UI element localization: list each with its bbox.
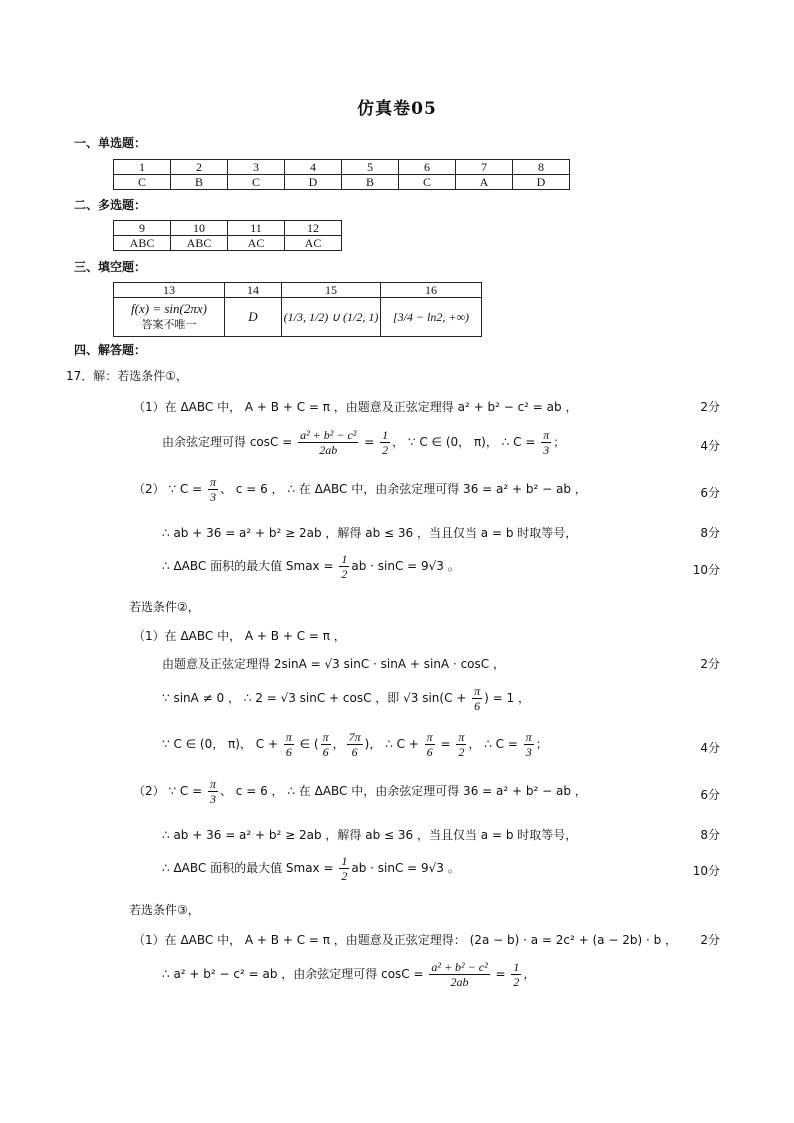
fraction: $\frac{\pi}{3}$: [209, 777, 216, 806]
section-solve-heading: 四、解答题：: [74, 343, 147, 357]
multi-choice-answer-table: [113, 220, 342, 251]
score-label: 4分: [700, 439, 720, 453]
answer-14-cell: D: [225, 298, 282, 337]
fill-blank-answer-table: [113, 282, 482, 337]
answer-16-cell: [3/4 − ln2, +∞): [381, 298, 482, 337]
table-cell: AC: [285, 236, 342, 251]
fraction: $\frac{\pi}{2}$: [458, 730, 465, 759]
c1-step-3: （2） ∵ C = $\frac{\pi}{3}$ 、 c = 6 ， ∴ 在 ΔABC 中，由余弦定理可得 36 = a² + b² − ab ，: [133, 475, 587, 504]
score-label: 2分: [700, 400, 720, 414]
fraction: $\frac{\text{a² + b² − c²}}{2ab}$: [431, 960, 488, 989]
table-cell: B: [171, 175, 228, 190]
c1-step-5: ∴ ΔABC 面积的最大值 Smax = $\frac{1}{2}$ ab · sinC = 9√3 。: [162, 552, 460, 581]
table-cell: D: [285, 175, 342, 190]
section-multi-choice-heading: 二、多选题：: [74, 198, 147, 212]
fraction: $\frac{\pi}{6}$: [322, 730, 329, 759]
fraction: $\frac{\pi}{3}$: [525, 730, 532, 759]
answer-13-cell: [114, 298, 225, 337]
c3-step-2: ∴ a² + b² − c² = ab ，由余弦定理可得 cosC = $\frac{\text{a² + b² − c²}}{2ab}$ = $\frac{1}{2}$ ，: [162, 960, 536, 989]
c1-step-4: ∴ ab + 36 = a² + b² ≥ 2ab ，解得 ab ≤ 36 ，当且仅当 a = b 时取等号，: [162, 526, 578, 540]
score-label: 8分: [700, 526, 720, 540]
fraction: $\frac{1}{2}$: [341, 552, 348, 581]
table-cell: 13: [114, 283, 225, 298]
score-label: 6分: [700, 486, 720, 500]
score-label: 10分: [692, 563, 720, 577]
section-fill-blank-heading: 三、填空题：: [74, 260, 147, 274]
table-cell: A: [456, 175, 513, 190]
condition-2-heading: 若选条件②，: [129, 600, 200, 614]
table-cell: 15: [282, 283, 381, 298]
score-label: 2分: [700, 657, 720, 671]
table-cell: ABC: [114, 236, 171, 251]
table-row-numbers: [114, 160, 570, 175]
table-cell: 10: [171, 221, 228, 236]
c2-step-3: ∵ sinA ≠ 0 ， ∴ 2 = √3 sinC + cosC ，即 √3 sin(C + $\frac{\pi}{6}$ ) = 1 ，: [162, 684, 530, 713]
table-cell: 9: [114, 221, 171, 236]
table-cell: B: [342, 175, 399, 190]
fraction: $\frac{\text{a² + b² − c²}}{2ab}$: [300, 428, 357, 457]
section-single-choice-heading: 一、单选题：: [74, 136, 147, 150]
fraction: $\frac{1}{2}$: [513, 960, 520, 989]
fraction: $\frac{\pi}{6}$: [285, 730, 292, 759]
table-cell: 8: [513, 160, 570, 175]
fraction: $\frac{1}{2}$: [382, 428, 389, 457]
fraction: $\frac{\pi}{6}$: [426, 730, 433, 759]
c2-step-7: ∴ ΔABC 面积的最大值 Smax = $\frac{1}{2}$ ab · sinC = 9√3 。: [162, 854, 460, 883]
c2-step-4: ∵ C ∈ (0， π)， C + $\frac{\pi}{6}$ ∈ ( $\frac{\pi}{6}$ ， $\frac{7\pi}{6}$ )， ∴ C + $\frac{\pi}{6}$ = $\frac{\pi}{2}$ ， ∴ C = $\frac{\pi}{3}$ ；: [162, 730, 548, 759]
score-label: 8分: [700, 828, 720, 842]
page-title: 仿真卷05: [357, 99, 437, 119]
score-label: 10分: [692, 864, 720, 878]
c1-step-2: 由余弦定理可得 cosC = $\frac{\text{a² + b² − c²}}{2ab}$ = $\frac{1}{2}$ ， ∵ C ∈ (0， π)， ∴ C = $\frac{\pi}{3}$ ；: [162, 428, 566, 457]
table-cell: 12: [285, 221, 342, 236]
table-row-answers: [114, 236, 342, 251]
fraction: $\frac{\pi}{3}$: [209, 475, 216, 504]
c2-step-5: （2） ∵ C = $\frac{\pi}{3}$ 、 c = 6 ， ∴ 在 ΔABC 中，由余弦定理可得 36 = a² + b² − ab ，: [133, 777, 587, 806]
c2-step-2: 由题意及正弦定理得 2sinA = √3 sinC · sinA + sinA · cosC ，: [162, 657, 505, 671]
c1-step-1: （1）在 ΔABC 中， A + B + C = π ，由题意及正弦定理得 a² + b² − c² = ab ，: [133, 400, 578, 414]
score-label: 6分: [700, 788, 720, 802]
table-cell: C: [228, 175, 285, 190]
table-row-answers: [114, 298, 482, 337]
fraction: $\frac{1}{2}$: [341, 854, 348, 883]
fraction: $\frac{\pi}{6}$: [474, 684, 481, 713]
table-cell: 16: [381, 283, 482, 298]
score-label: 2分: [700, 933, 720, 947]
table-cell: AC: [228, 236, 285, 251]
fraction: $\frac{\pi}{3}$: [543, 428, 550, 457]
table-cell: C: [114, 175, 171, 190]
answer-13-note: 答案不唯一: [141, 318, 197, 331]
fraction: $\frac{7\pi}{6}$: [348, 730, 361, 759]
table-cell: ABC: [171, 236, 228, 251]
table-cell: 5: [342, 160, 399, 175]
table-cell: 4: [285, 160, 342, 175]
table-cell: 7: [456, 160, 513, 175]
table-cell: D: [513, 175, 570, 190]
c3-step-1: （1）在 ΔABC 中， A + B + C = π ，由题意及正弦定理得： (2a − b) · a = 2c² + (a − 2b) · b ，: [133, 933, 678, 947]
answer-15-cell: (1/3, 1/2) ∪ (1/2, 1): [282, 298, 381, 337]
table-row-answers: [114, 175, 570, 190]
problem-17-intro: 17．解：若选条件①，: [66, 369, 189, 383]
single-choice-answer-table: [113, 159, 570, 190]
score-label: 4分: [700, 741, 720, 755]
table-row-numbers: [114, 221, 342, 236]
table-cell: C: [399, 175, 456, 190]
table-cell: 6: [399, 160, 456, 175]
table-cell: 14: [225, 283, 282, 298]
table-cell: 11: [228, 221, 285, 236]
answer-13-formula: f(x) = sin(2πx): [131, 301, 207, 316]
table-cell: 2: [171, 160, 228, 175]
c2-step-1: （1）在 ΔABC 中， A + B + C = π ，: [133, 629, 346, 643]
condition-3-heading: 若选条件③，: [129, 903, 200, 917]
c2-step-6: ∴ ab + 36 = a² + b² ≥ 2ab ，解得 ab ≤ 36 ，当且仅当 a = b 时取等号，: [162, 828, 578, 842]
table-row-numbers: [114, 283, 482, 298]
table-cell: 1: [114, 160, 171, 175]
table-cell: 3: [228, 160, 285, 175]
